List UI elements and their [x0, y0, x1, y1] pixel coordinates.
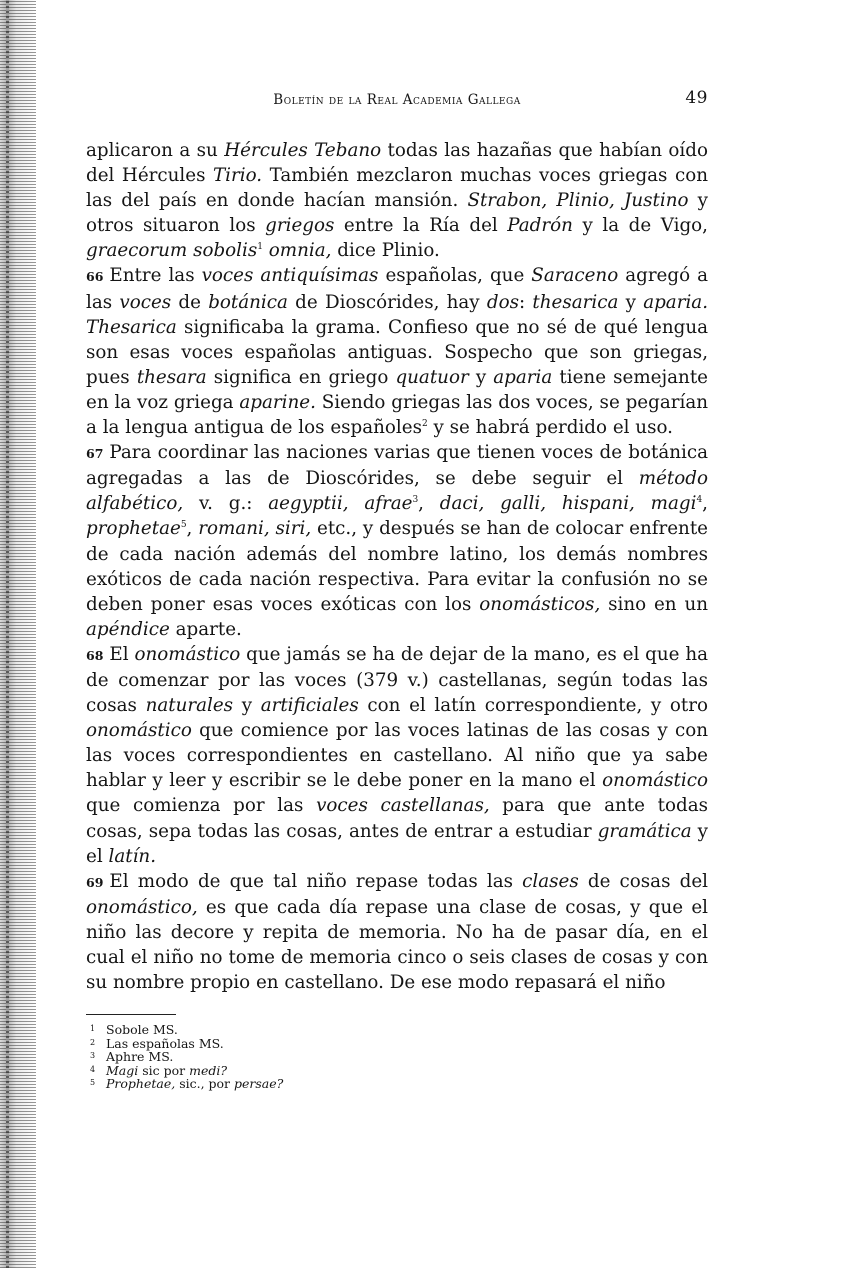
- book-page: [86, 86, 708, 1091]
- italic-run: voces antiquísimas: [201, 265, 379, 287]
- italic-run: onomástico,: [86, 896, 198, 918]
- text-run: tiene semejante en la voz griega: [86, 366, 708, 413]
- italic-run: aegyptii, afrae: [268, 493, 413, 515]
- text-run: que jamás se ha de dejar de la mano, es el que ha de comenzar por las voces (379 v.) castellanas, según todas las cosas: [86, 643, 708, 717]
- footnotes: [90, 1023, 708, 1091]
- footnote-text: [106, 1050, 173, 1064]
- italic-run: Magi: [106, 1062, 139, 1078]
- text-run: entre la Ría del: [334, 215, 508, 237]
- italic-run: romani, siri,: [198, 518, 312, 540]
- footnote-text: [106, 1077, 283, 1091]
- italic-run: latín.: [108, 845, 157, 867]
- footnote-mark: 5: [90, 1078, 96, 1088]
- text-run: agregó a las: [86, 265, 709, 313]
- italic-run: artificiales: [260, 695, 359, 717]
- paragraph: [86, 869, 708, 995]
- text-run: significaba la grama. Confieso que no sé de qué lengua son esas voces españolas antiguas. Sospecho que son griegas, pues: [86, 316, 708, 388]
- running-header: [86, 86, 708, 116]
- text-run: y: [233, 695, 261, 717]
- text-run: Entre las: [109, 265, 202, 287]
- italic-run: Prophetae,: [106, 1076, 176, 1092]
- paragraph-number: 67: [86, 446, 104, 462]
- running-title: Boletín de la Real Academia Gallega: [273, 92, 521, 108]
- footnote-text: [106, 1037, 224, 1051]
- footnote-mark: 1: [90, 1024, 96, 1034]
- footnote-text: [106, 1023, 178, 1037]
- footnote-mark: 2: [90, 1037, 96, 1047]
- text-run: v. g.:: [183, 493, 269, 515]
- italic-run: Saraceno: [531, 265, 619, 287]
- text-run: de Dioscórides, hay: [287, 291, 487, 313]
- footnote-mark: 3: [90, 1051, 96, 1061]
- paragraph: [86, 263, 708, 440]
- italic-run: botánica: [208, 291, 288, 313]
- text-run: ,: [186, 518, 199, 540]
- footnote: [90, 1037, 708, 1051]
- italic-run: persae?: [234, 1076, 284, 1092]
- footnote-ref: 3: [412, 495, 419, 506]
- italic-run: dos: [486, 291, 519, 313]
- text-run: españolas, que: [378, 265, 532, 287]
- italic-run: gramática: [597, 820, 692, 842]
- text-run: aparte.: [169, 618, 242, 640]
- italic-run: thesara: [136, 366, 207, 388]
- italic-run: onomástico: [134, 643, 241, 665]
- footnote-ref: 2: [421, 419, 428, 430]
- text-run: de: [171, 291, 209, 313]
- paragraph: [86, 138, 708, 263]
- text-run: Siendo griegas las dos voces, se pegarían a la lengua antigua de los españoles: [86, 391, 708, 439]
- text-run: sic., por: [175, 1076, 235, 1092]
- paragraph: [86, 642, 708, 869]
- text-run: y otros situaron los: [86, 190, 709, 237]
- italic-run: Strabon, Plinio, Justino: [467, 190, 689, 212]
- italic-run: voces castellanas,: [316, 795, 490, 817]
- text-run: sino en un: [600, 593, 708, 615]
- footnote-mark: 4: [90, 1064, 96, 1074]
- italic-run: aparia. Thesarica: [86, 291, 708, 338]
- text-run: El modo de que tal niño repase todas las: [109, 870, 523, 892]
- text-run: Sobole MS.: [106, 1022, 178, 1038]
- text-run: ,: [702, 493, 708, 515]
- footnote-ref: 1: [257, 242, 263, 253]
- footnote-rule: [86, 1014, 176, 1015]
- text-run: Para coordinar las naciones varias que tienen voces de botánica agregadas a las de Dioscórides, se debe seguir el: [86, 442, 708, 490]
- italic-run: prophetae: [86, 518, 181, 540]
- text-run: sic por: [138, 1062, 190, 1078]
- text-run: Las españolas MS.: [106, 1035, 224, 1051]
- text-run: :: [518, 291, 533, 313]
- italic-run: onomástico: [602, 770, 708, 792]
- text-run: Aphre MS.: [106, 1049, 174, 1065]
- paragraph: [86, 440, 708, 642]
- text-run: y se habrá perdido el uso.: [427, 417, 673, 439]
- text-run: con el latín correspondiente, y otro: [358, 695, 709, 717]
- text-run: dice Plinio.: [331, 240, 440, 262]
- book-gutter-edge: [6, 0, 9, 1268]
- italic-run: griegos: [265, 215, 335, 237]
- italic-run: quatuor: [395, 366, 469, 388]
- text-run: para que ante todas cosas, sepa todas las cosas, antes de entrar a estudiar: [86, 795, 708, 842]
- footnote-text: [106, 1064, 227, 1078]
- italic-run: thesarica: [532, 291, 619, 313]
- italic-run: clases: [522, 870, 579, 892]
- text-run: de cosas del: [578, 870, 708, 892]
- text-run: ,: [418, 493, 440, 515]
- italic-run: omnia,: [268, 240, 332, 262]
- text-run: y: [468, 366, 494, 388]
- text-run: aplicaron a su: [86, 140, 225, 161]
- text-run: es que cada día repase una clase de cosas, y que el niño las decore y repita de memoria. No ha de pasar día, en el cual el niño no tome de memoria cinco o seis clases de cosas y con su nombre propio en castellano. De ese modo repasará el niño: [86, 896, 708, 994]
- italic-run: Tirio.: [212, 165, 263, 187]
- italic-run: naturales: [145, 695, 234, 717]
- italic-run: aparine.: [239, 391, 316, 413]
- italic-run: graecorum sobolis: [86, 240, 258, 262]
- text-run: También mezclaron muchas voces griegas con las del país en donde hacían mansión.: [86, 165, 708, 212]
- text-run: y: [618, 291, 644, 313]
- text-run: todas las hazañas que habían oído del Hércules: [86, 140, 708, 187]
- text-run: y la de Vigo,: [572, 215, 708, 237]
- paragraph-number: 69: [86, 874, 104, 890]
- footnote: [90, 1023, 708, 1037]
- paragraph-number: 68: [86, 647, 104, 663]
- text-run: que comienza por las: [86, 795, 317, 817]
- footnote: [90, 1064, 708, 1078]
- paragraph-number: 66: [86, 269, 104, 285]
- italic-run: daci, galli, hispani, magi: [439, 493, 697, 515]
- italic-run: Padrón: [507, 215, 573, 237]
- text-run: que comience por las voces latinas de las cosas y con las voces correspondientes en castellano. Al niño que ya sabe hablar y leer y escribir se le debe poner en la mano el: [86, 720, 708, 792]
- text-run: y el: [86, 820, 709, 867]
- italic-run: aparia: [493, 366, 553, 388]
- footnote: [90, 1077, 708, 1091]
- footnote-ref: 5: [180, 520, 187, 531]
- italic-run: Hércules Tebano: [224, 140, 382, 161]
- footnote: [90, 1050, 708, 1064]
- italic-run: onomásticos,: [479, 593, 601, 615]
- italic-run: onomástico: [86, 720, 192, 742]
- footnote-ref: 4: [696, 495, 703, 506]
- italic-run: método alfabético,: [86, 468, 708, 515]
- text-run: El: [109, 643, 135, 665]
- text-run: etc., y después se han de colocar enfrente de cada nación además del nombre latino, los demás nombres exóticos de cada nación respectiva. Para evitar la confusión no se deben poner esas voces exóticas con los: [86, 518, 708, 615]
- text-run: significa en griego: [206, 366, 396, 388]
- page-number: 49: [685, 88, 708, 108]
- italic-run: voces: [119, 291, 172, 313]
- italic-run: medi?: [189, 1062, 228, 1078]
- body-text: [86, 138, 708, 995]
- italic-run: apéndice: [86, 618, 170, 640]
